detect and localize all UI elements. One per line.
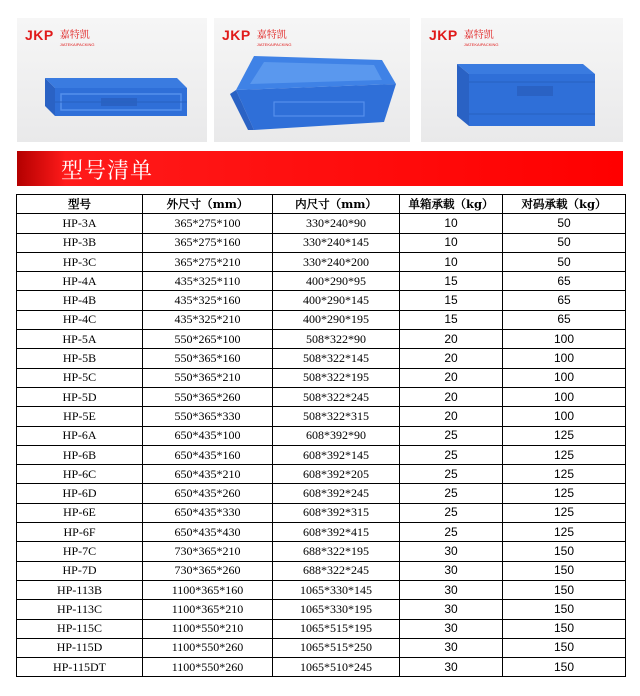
- cell-model: HP-3A: [17, 214, 143, 233]
- cell-stack-load: 125: [503, 484, 626, 503]
- cell-stack-load: 150: [503, 580, 626, 599]
- header-single-load: 单箱承载（kg）: [400, 195, 503, 214]
- cell-model: HP-6E: [17, 503, 143, 522]
- table-row: [17, 600, 626, 619]
- cell-inner-size: 508*322*145: [273, 349, 400, 368]
- cell-single-load: 30: [400, 600, 503, 619]
- cell-inner-size: 608*392*90: [273, 426, 400, 445]
- cell-single-load: 10: [400, 214, 503, 233]
- table-row: [17, 619, 626, 638]
- cell-single-load: 30: [400, 580, 503, 599]
- brand-logo-text: JKP: [25, 27, 54, 43]
- cell-outer-size: 1100*550*260: [143, 638, 273, 657]
- table-row: [17, 407, 626, 426]
- cell-single-load: 15: [400, 272, 503, 291]
- cell-outer-size: 365*275*100: [143, 214, 273, 233]
- header-stack-load: 对码承载（kg）: [503, 195, 626, 214]
- cell-model: HP-5A: [17, 330, 143, 349]
- brand-logo-cn: 嘉特凯: [59, 30, 90, 41]
- table-row: [17, 542, 626, 561]
- cell-single-load: 20: [400, 349, 503, 368]
- cell-outer-size: 650*435*330: [143, 503, 273, 522]
- cell-model: HP-6F: [17, 523, 143, 542]
- brand-logo-text: JKP: [222, 27, 251, 43]
- cell-single-load: 25: [400, 465, 503, 484]
- cell-outer-size: 550*265*100: [143, 330, 273, 349]
- table-row: [17, 484, 626, 503]
- cell-outer-size: 365*275*210: [143, 252, 273, 271]
- cell-model: HP-5E: [17, 407, 143, 426]
- cell-stack-load: 50: [503, 252, 626, 271]
- cell-model: HP-5B: [17, 349, 143, 368]
- table-row: [17, 214, 626, 233]
- cell-single-load: 25: [400, 503, 503, 522]
- cell-outer-size: 550*365*330: [143, 407, 273, 426]
- cell-single-load: 10: [400, 233, 503, 252]
- brand-logo-cn: 嘉特凯: [463, 30, 494, 41]
- cell-outer-size: 435*325*210: [143, 310, 273, 329]
- table-row: [17, 445, 626, 464]
- cell-model: HP-3B: [17, 233, 143, 252]
- cell-single-load: 25: [400, 484, 503, 503]
- model-list-banner: [17, 151, 623, 186]
- cell-single-load: 30: [400, 619, 503, 638]
- cell-outer-size: 435*325*110: [143, 272, 273, 291]
- cell-single-load: 15: [400, 291, 503, 310]
- cell-outer-size: 650*435*160: [143, 445, 273, 464]
- cell-single-load: 20: [400, 368, 503, 387]
- cell-model: HP-3C: [17, 252, 143, 271]
- cell-single-load: 25: [400, 523, 503, 542]
- brand-logo-sub: JIATEKAIPACKING: [256, 42, 292, 47]
- cell-inner-size: 608*392*205: [273, 465, 400, 484]
- cell-single-load: 30: [400, 638, 503, 657]
- cell-inner-size: 330*240*200: [273, 252, 400, 271]
- table-row: [17, 561, 626, 580]
- cell-model: HP-113C: [17, 600, 143, 619]
- table-row: [17, 310, 626, 329]
- cell-single-load: 20: [400, 387, 503, 406]
- cell-single-load: 20: [400, 330, 503, 349]
- cell-outer-size: 1100*365*160: [143, 580, 273, 599]
- cell-inner-size: 508*322*245: [273, 387, 400, 406]
- cell-outer-size: 1100*365*210: [143, 600, 273, 619]
- cell-outer-size: 1100*550*260: [143, 658, 273, 677]
- cell-inner-size: 1065*330*195: [273, 600, 400, 619]
- cell-single-load: 15: [400, 310, 503, 329]
- table-row: [17, 658, 626, 677]
- brand-logo-text: JKP: [429, 27, 458, 43]
- crate-tall-illustration: [421, 18, 623, 142]
- cell-stack-load: 100: [503, 407, 626, 426]
- cell-inner-size: 688*322*195: [273, 542, 400, 561]
- cell-model: HP-6D: [17, 484, 143, 503]
- header-inner-size: 内尺寸（mm）: [273, 195, 400, 214]
- cell-inner-size: 400*290*145: [273, 291, 400, 310]
- cell-stack-load: 100: [503, 368, 626, 387]
- cell-single-load: 25: [400, 445, 503, 464]
- cell-single-load: 10: [400, 252, 503, 271]
- header-outer-size: 外尺寸（mm）: [143, 195, 273, 214]
- cell-model: HP-6C: [17, 465, 143, 484]
- cell-model: HP-113B: [17, 580, 143, 599]
- cell-stack-load: 125: [503, 503, 626, 522]
- cell-single-load: 25: [400, 426, 503, 445]
- cell-stack-load: 150: [503, 619, 626, 638]
- table-row: [17, 638, 626, 657]
- cell-inner-size: 608*392*415: [273, 523, 400, 542]
- cell-stack-load: 125: [503, 465, 626, 484]
- cell-stack-load: 150: [503, 638, 626, 657]
- product-photo-shallow-crate: [17, 18, 207, 142]
- cell-inner-size: 330*240*145: [273, 233, 400, 252]
- cell-model: HP-115DT: [17, 658, 143, 677]
- cell-model: HP-7D: [17, 561, 143, 580]
- cell-outer-size: 650*435*100: [143, 426, 273, 445]
- cell-stack-load: 150: [503, 561, 626, 580]
- cell-outer-size: 550*365*260: [143, 387, 273, 406]
- product-photo-tall-crate: [421, 18, 623, 142]
- cell-inner-size: 1065*515*250: [273, 638, 400, 657]
- cell-stack-load: 150: [503, 658, 626, 677]
- cell-stack-load: 50: [503, 214, 626, 233]
- cell-outer-size: 730*365*260: [143, 561, 273, 580]
- cell-model: HP-4A: [17, 272, 143, 291]
- table-row: [17, 233, 626, 252]
- cell-inner-size: 608*392*245: [273, 484, 400, 503]
- cell-single-load: 20: [400, 407, 503, 426]
- cell-inner-size: 608*392*145: [273, 445, 400, 464]
- cell-stack-load: 100: [503, 330, 626, 349]
- cell-model: HP-115C: [17, 619, 143, 638]
- cell-inner-size: 400*290*95: [273, 272, 400, 291]
- cell-stack-load: 125: [503, 523, 626, 542]
- table-row: [17, 368, 626, 387]
- table-row: [17, 272, 626, 291]
- cell-stack-load: 65: [503, 291, 626, 310]
- brand-logo-sub: JIATEKAIPACKING: [463, 42, 499, 47]
- cell-stack-load: 100: [503, 387, 626, 406]
- table-row: [17, 503, 626, 522]
- cell-model: HP-6B: [17, 445, 143, 464]
- cell-outer-size: 650*435*430: [143, 523, 273, 542]
- cell-inner-size: 508*322*315: [273, 407, 400, 426]
- cell-inner-size: 1065*515*195: [273, 619, 400, 638]
- cell-model: HP-5D: [17, 387, 143, 406]
- cell-stack-load: 125: [503, 426, 626, 445]
- cell-model: HP-4B: [17, 291, 143, 310]
- cell-inner-size: 688*322*245: [273, 561, 400, 580]
- cell-single-load: 30: [400, 561, 503, 580]
- table-row: [17, 330, 626, 349]
- cell-stack-load: 50: [503, 233, 626, 252]
- table-row: [17, 291, 626, 310]
- cell-inner-size: 1065*510*245: [273, 658, 400, 677]
- table-row: [17, 580, 626, 599]
- cell-outer-size: 550*365*210: [143, 368, 273, 387]
- cell-inner-size: 508*322*195: [273, 368, 400, 387]
- banner-title: 型号清单: [61, 159, 154, 184]
- brand-logo-sub: JIATEKAIPACKING: [59, 42, 95, 47]
- cell-outer-size: 550*365*160: [143, 349, 273, 368]
- cell-stack-load: 65: [503, 310, 626, 329]
- cell-model: HP-4C: [17, 310, 143, 329]
- cell-model: HP-7C: [17, 542, 143, 561]
- cell-stack-load: 150: [503, 542, 626, 561]
- table-row: [17, 349, 626, 368]
- crate-shallow-illustration: [17, 18, 207, 142]
- table-header-row: [17, 195, 626, 214]
- cell-stack-load: 125: [503, 445, 626, 464]
- cell-outer-size: 365*275*160: [143, 233, 273, 252]
- table-body: [17, 214, 626, 677]
- cell-inner-size: 508*322*90: [273, 330, 400, 349]
- cell-outer-size: 730*365*210: [143, 542, 273, 561]
- cell-inner-size: 330*240*90: [273, 214, 400, 233]
- cell-model: HP-6A: [17, 426, 143, 445]
- crate-open-illustration: [214, 18, 410, 142]
- table-row: [17, 426, 626, 445]
- cell-outer-size: 1100*550*210: [143, 619, 273, 638]
- cell-model: HP-115D: [17, 638, 143, 657]
- model-spec-table: [16, 194, 626, 677]
- cell-stack-load: 150: [503, 600, 626, 619]
- table-row: [17, 523, 626, 542]
- table-row: [17, 387, 626, 406]
- cell-outer-size: 650*435*260: [143, 484, 273, 503]
- cell-single-load: 30: [400, 542, 503, 561]
- cell-outer-size: 435*325*160: [143, 291, 273, 310]
- cell-inner-size: 1065*330*145: [273, 580, 400, 599]
- cell-inner-size: 400*290*195: [273, 310, 400, 329]
- cell-stack-load: 65: [503, 272, 626, 291]
- cell-outer-size: 650*435*210: [143, 465, 273, 484]
- product-photos: [17, 18, 624, 142]
- cell-stack-load: 100: [503, 349, 626, 368]
- brand-logo-cn: 嘉特凯: [256, 30, 287, 41]
- table-row: [17, 252, 626, 271]
- table-row: [17, 465, 626, 484]
- product-photo-open-crate: [214, 18, 410, 142]
- header-model: 型号: [17, 195, 143, 214]
- cell-single-load: 30: [400, 658, 503, 677]
- cell-model: HP-5C: [17, 368, 143, 387]
- cell-inner-size: 608*392*315: [273, 503, 400, 522]
